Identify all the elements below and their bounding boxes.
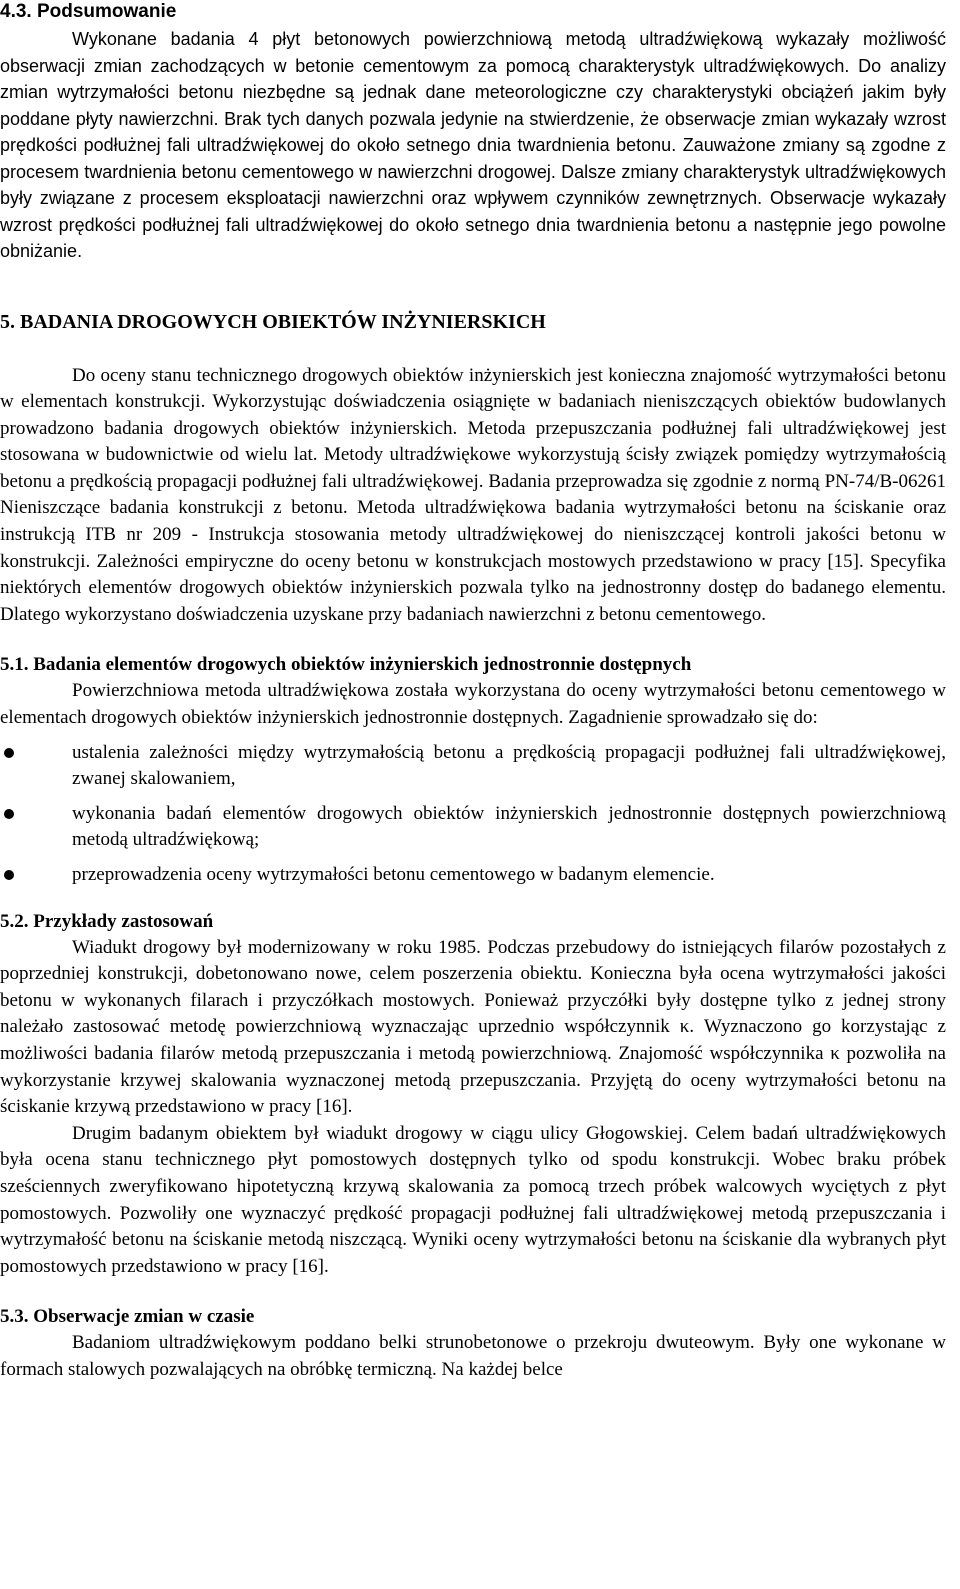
section-heading-4-3: 4.3. Podsumowanie (0, 1, 177, 22)
section-4-3-paragraph: Wykonane badania 4 płyt betonowych powierzchniową metodą ultradźwiękową wykazały możliwość obserwacji zmian zachodzących w betonie cementowym za pomocą charakterystyk ultradźwiękowych. Do analizy zmian wytrzymałości betonu niezbędne są jednak dane meteorologiczne czy charakterystyki obciążeń jakim były poddane płyty nawierzchni. Brak tych danych pozwala jedynie na stwierdzenie, że obserwacje zmian wykazały wzrost prędkości podłużnej fali ultradźwiękowej do około setnego dnia twardnienia betonu. Zauważone zmiany są zgodne z procesem twardnienia betonu cementowego w nawierzchni drogowej. Dalsze zmiany charakterystyk ultradźwiękowych były związane z procesem eksploatacji nawierzchni oraz wpływem czynników zewnętrznych. Obserwacje wykazały wzrost prędkości podłużnej fali ultradźwiękowej do około setnego dnia twardnienia betonu a następnie jego powolne obniżanie. (0, 29, 946, 261)
section-heading-5: 5. BADANIA DROGOWYCH OBIEKTÓW INŻYNIERSKICH (0, 310, 546, 333)
bullet-dot-icon (4, 870, 14, 880)
section-5-1-bullet-list (0, 740, 946, 889)
section-5-2-paragraph-2: Drugim badanym obiektem był wiadukt drogowy w ciągu ulicy Głogowskiej. Celem badań ultradźwiękowych była ocena stanu technicznego płyt pomostowych dostępnych tylko od spodu konstrukcji. Wobec braku próbek sześciennych zweryfikowano hipotetyczną krzywą skalowania za pomocą trzech próbek walcowych wyciętych z płyt pomostowych. Pozwoliły one wyznaczyć prędkość propagacji podłużnej fali ultradźwiękowej metodą przepuszczania i wytrzymałość betonu na ściskanie metodą niszczącą. Wyniki oceny wytrzymałości betonu na ściskanie dla wybranych płyt pomostowych przedstawiono w pracy [16]. (0, 1122, 946, 1277)
bullet-text: wykonania badań elementów drogowych obiektów inżynierskich jednostronnie dostępnych powierzchniową metodą ultradźwiękową; (72, 802, 946, 851)
section-heading-5-1: 5.1. Badania elementów drogowych obiektów inżynierskich jednostronnie dostępnych (0, 654, 692, 676)
bullet-item (0, 862, 946, 889)
section-5-1-paragraph: Powierzchniowa metoda ultradźwiękowa została wykorzystana do oceny wytrzymałości betonu cementowego w elementach drogowych obiektów inżynierskich jednostronnie dostępnych. Zagadnienie sprowadzało się do: (0, 680, 946, 729)
bullet-dot-icon (4, 809, 14, 819)
bullet-item (0, 801, 946, 854)
section-heading-5-2: 5.2. Przykłady zastosowań (0, 910, 214, 932)
section-5-3-paragraph: Badaniom ultradźwiękowym poddano belki strunobetonowe o przekroju dwuteowym. Były one wykonane w formach stalowych pozwalających na obróbkę termiczną. Na każdej belce (0, 1332, 946, 1380)
section-5-2-paragraph-1: Wiadukt drogowy był modernizowany w roku 1985. Podczas przebudowy do istniejących filarów pozostałych z poprzedniej konstrukcji, dobetonowano nowe, celem poszerzenia obiektu. Konieczna była ocena wytrzymałości jakości betonu w wykonanych filarach i przyczółkach mostowych. Ponieważ przyczółki były dostępne tylko z jednej strony należało zastosować metodę powierzchniową wyznaczając uprzednio współczynnik κ. Wyznaczono go korzystając z możliwości badania filarów metodą przepuszczania i metodą powierzchniową. Znajomość współczynnika κ pozwoliła na wykorzystanie krzywej skalowania wyznaczonej metodą przepuszczania. Przyjętą do oceny wytrzymałości betonu na ściskanie krzywą przedstawiono w pracy [16]. (0, 936, 946, 1118)
bullet-item (0, 740, 946, 793)
bullet-text: ustalenia zależności między wytrzymałością betonu a prędkością propagacji podłużnej fali ultradźwiękowej, zwanej skalowaniem, (72, 741, 946, 790)
section-heading-5-3: 5.3. Obserwacje zmian w czasie (0, 1306, 255, 1328)
section-5-paragraph: Do oceny stanu technicznego drogowych obiektów inżynierskich jest konieczna znajomość wytrzymałości betonu w elementach konstrukcji. Wykorzystując doświadczenia osiągnięte w badaniach nieniszczących obiektów budowlanych prowadzono badania drogowych obiektów inżynierskich. Metoda przepuszczania podłużnej fali ultradźwiękowej jest stosowana w budownictwie od wielu lat. Metody ultradźwiękowe wykorzystują ścisły związek pomiędzy wytrzymałością betonu a prędkością propagacji podłużnej fali ultradźwiękowej. Badania przeprowadza się zgodnie z normą PN-74/B-06261 Nieniszczące badania konstrukcji z betonu. Metoda ultradźwiękowa badania wytrzymałości betonu na ściskanie oraz instrukcją ITB nr 209 - Instrukcja stosowania metody ultradźwiękowej do nieniszczącej kontroli jakości betonu w konstrukcji. Zależności empiryczne do oceny betonu w konstrukcjach mostowych przedstawiono w pracy [15]. Specyfika niektórych elementów drogowych obiektów inżynierskich pozwala tylko na jednostronny dostęp do badanego elementu. Dlatego wykorzystano doświadczenia uzyskane przy badaniach nawierzchni z betonu cementowego. (0, 364, 946, 625)
bullet-dot-icon (4, 748, 14, 758)
bullet-text: przeprowadzenia oceny wytrzymałości betonu cementowego w badanym elemencie. (72, 864, 715, 885)
